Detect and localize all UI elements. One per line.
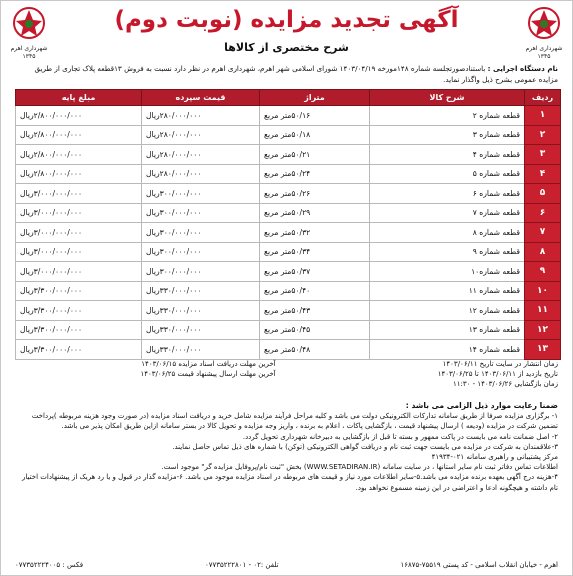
item-area: ۵۰/۳۴متر مربع	[260, 242, 370, 262]
item-area: ۵۰/۲۱متر مربع	[260, 145, 370, 165]
footer-phone: تلفن :۰۲ - ۰۷۷۳۵۲۲۲۸۰۱	[204, 561, 279, 569]
row-index: ۳	[525, 145, 561, 165]
table-row	[16, 281, 561, 301]
item-deposit: ۳۳۰/۰۰۰/۰۰۰ریال	[142, 281, 260, 301]
contact-info: اطلاعات تماس دفاتر ثبت نام سایر استانها ، در سایت سامانه (WWW.SETADIRAN.IR) بخش "ثبت نام/پروفایل مزایده گر" موجود است.	[161, 463, 558, 472]
footer	[15, 561, 558, 569]
item-deposit: ۲۸۰/۰۰۰/۰۰۰ریال	[142, 106, 260, 126]
table-row	[16, 320, 561, 340]
item-base-price: ۳/۰۰۰/۰۰۰/۰۰۰ریال	[16, 184, 142, 204]
table-row	[16, 340, 561, 360]
intro-text: باستنادصورتجلسه شماره ۱۴۸مورخه ۱۴۰۳/۰۴/۱۹ شورای اسلامی شهر اهرم، شهرداری اهرم در نظر دارد نسبت به فروش ۱۳قطعه پلاک تجاری از طریق مزایده عمومی بشرح ذیل واگذار نماید.	[34, 64, 558, 84]
item-deposit: ۳۰۰/۰۰۰/۰۰۰ریال	[142, 203, 260, 223]
conditions-block	[15, 401, 558, 493]
item-deposit: ۳۳۰/۰۰۰/۰۰۰ریال	[142, 320, 260, 340]
row-index: ۱۳	[525, 340, 561, 360]
table-row	[16, 106, 561, 126]
table-header-row	[16, 90, 561, 106]
item-base-price: ۲/۸۰۰/۰۰۰/۰۰۰ریال	[16, 106, 142, 126]
item-deposit: ۲۸۰/۰۰۰/۰۰۰ریال	[142, 164, 260, 184]
offer-deadline: آخرین مهلت ارسال پیشنهاد قیمت ۱۴۰۳/۰۶/۲۵	[140, 370, 276, 378]
page-title: آگهی تجدید مزایده (نوبت دوم)	[114, 7, 459, 33]
intro-paragraph	[15, 63, 558, 85]
item-area: ۵۰/۴۳متر مربع	[260, 301, 370, 321]
item-deposit: ۲۸۰/۰۰۰/۰۰۰ریال	[142, 125, 260, 145]
item-base-price: ۲/۸۰۰/۰۰۰/۰۰۰ریال	[16, 125, 142, 145]
item-area: ۵۰/۴۸متر مربع	[260, 340, 370, 360]
row-index: ۸	[525, 242, 561, 262]
item-description: قطعه شماره ۱۲	[370, 301, 525, 321]
condition-item: ۱- برگزاری مزایده صرفا از طریق سامانه تدارکات الکترونیکی دولت می باشد و کلیه مراحل فرآیند مزایده شامل خرید و دریافت اسناد مزایده (در صورت وجود هزینه مربوطه )پرداخت تضمین شرکت در مزایده (ودیعه ) ارسال پیشنهاد قیمت ، بازگشایی پاکات ، اعلام به برنده ، واریز وجه مزایده و تحویل کالا در بستر سامانه ازاین طریق امکان پذیر می باشد.	[31, 412, 558, 431]
row-index: ۶	[525, 203, 561, 223]
item-description: قطعه شماره ۵	[370, 164, 525, 184]
item-area: ۵۰/۲۶متر مربع	[260, 184, 370, 204]
col-header-deposit: قیمت سپرده	[142, 90, 260, 106]
item-description: قطعه شماره ۳	[370, 125, 525, 145]
item-description: قطعه شماره ۹	[370, 242, 525, 262]
footer-fax: فکس : ۰۷۷۳۵۲۲۲۴۰۰۵	[15, 561, 84, 569]
col-header-area: متراژ	[260, 90, 370, 106]
item-description: قطعه شماره۱۰	[370, 262, 525, 282]
support-center: مرکز پشتیبانی و راهبری سامانه ۰۲۱-۴۱۹۳۴	[431, 453, 558, 462]
item-base-price: ۲/۸۰۰/۰۰۰/۰۰۰ریال	[16, 164, 142, 184]
municipality-logo-left	[7, 5, 51, 65]
row-index: ۲	[525, 125, 561, 145]
item-area: ۵۰/۳۷متر مربع	[260, 262, 370, 282]
condition-item: ۴-هزینه درج آگهی بعهده برنده مزایده می باشد.۵-سایر اطلاعات مورد نیاز و قیمت های مربوطه در اسناد مزایده موجود می باشد. ۶-مزایده گذار در قبول و یا رد هریک از پیشنهادات اختیار تام داشته و هیچگونه ادعا و اعتراضی در این زمینه مسموع نخواهد بود.	[22, 473, 558, 492]
item-deposit: ۳۳۰/۰۰۰/۰۰۰ریال	[142, 340, 260, 360]
row-index: ۷	[525, 223, 561, 243]
item-area: ۵۰/۲۹متر مربع	[260, 203, 370, 223]
table-row	[16, 262, 561, 282]
logo-caption-city: شهرداری اهرم	[525, 45, 563, 52]
row-index: ۴	[525, 164, 561, 184]
item-base-price: ۳/۰۰۰/۰۰۰/۰۰۰ریال	[16, 203, 142, 223]
table-row	[16, 203, 561, 223]
row-index: ۱۲	[525, 320, 561, 340]
item-base-price: ۳/۰۰۰/۰۰۰/۰۰۰ریال	[16, 242, 142, 262]
item-description: قطعه شماره ۶	[370, 184, 525, 204]
item-base-price: ۳/۳۰۰/۰۰۰/۰۰۰ریال	[16, 281, 142, 301]
item-base-price: ۳/۰۰۰/۰۰۰/۰۰۰ریال	[16, 262, 142, 282]
table-row	[16, 242, 561, 262]
item-deposit: ۳۰۰/۰۰۰/۰۰۰ریال	[142, 242, 260, 262]
footer-address: اهرم - خیابان انقلاب اسلامی - کد پستی ۷۵۵۱۹-۱۶۸۷۵	[400, 561, 558, 569]
col-header-desc: شرح کالا	[370, 90, 525, 106]
item-description: قطعه شماره ۸	[370, 223, 525, 243]
doc-deadline: آخرین مهلت دریافت اسناد مزایده ۱۴۰۳/۰۶/۱۵	[141, 360, 276, 368]
items-table	[15, 89, 561, 360]
row-index: ۱۰	[525, 281, 561, 301]
item-deposit: ۳۰۰/۰۰۰/۰۰۰ریال	[142, 184, 260, 204]
municipality-emblem-icon	[11, 5, 47, 45]
condition-item: ۳-علاقمندان به شرکت در مزایده می بایست جهت ثبت نام و دریافت گواهی الکترونیکی (توکن) با شماره های ذیل تماس حاصل نمایند.	[172, 442, 558, 451]
page-subtitle: شرح مختصری از کالاها	[224, 41, 349, 54]
logo-caption-city: شهرداری اهرم	[10, 45, 48, 52]
item-area: ۵۰/۳۲متر مربع	[260, 223, 370, 243]
item-description: قطعه شماره ۱۳	[370, 320, 525, 340]
publish-date: زمان انتشار در سایت تاریخ ۱۴۰۳/۰۶/۱۱	[442, 360, 558, 368]
table-row	[16, 164, 561, 184]
item-base-price: ۳/۰۰۰/۰۰۰/۰۰۰ریال	[16, 223, 142, 243]
col-header-index: ردیف	[525, 90, 561, 106]
item-description: قطعه شماره ۱۱	[370, 281, 525, 301]
row-index: ۱	[525, 106, 561, 126]
intro-label: نام دستگاه اجرایی :	[487, 64, 558, 73]
item-base-price: ۳/۳۰۰/۰۰۰/۰۰۰ریال	[16, 320, 142, 340]
table-row	[16, 184, 561, 204]
item-area: ۵۰/۱۸متر مربع	[260, 125, 370, 145]
item-area: ۵۰/۴۰متر مربع	[260, 281, 370, 301]
table-row	[16, 301, 561, 321]
condition-item: ۲- اصل ضمانت نامه می بایست در پاکت ممهور و بسته تا قبل از بازگشایی به دبیرخانه شهرداری تحویل گردد.	[242, 432, 558, 441]
item-base-price: ۳/۳۰۰/۰۰۰/۰۰۰ریال	[16, 340, 142, 360]
visit-dates: تاریخ بازدید از ۱۴۰۳/۰۶/۱۱ تا ۱۴۰۳/۰۶/۲۵	[437, 370, 558, 378]
item-deposit: ۳۳۰/۰۰۰/۰۰۰ریال	[142, 301, 260, 321]
logo-caption-year: ۱۳۴۵	[537, 53, 551, 60]
schedule-block	[15, 359, 558, 389]
item-area: ۵۰/۴۵متر مربع	[260, 320, 370, 340]
conditions-heading: ضمنا رعایت موارد ذیل الزامی می باشد :	[405, 401, 558, 410]
item-deposit: ۲۸۰/۰۰۰/۰۰۰ریال	[142, 145, 260, 165]
item-description: قطعه شماره ۷	[370, 203, 525, 223]
item-deposit: ۳۰۰/۰۰۰/۰۰۰ریال	[142, 223, 260, 243]
logo-caption-year: ۱۳۴۵	[22, 53, 36, 60]
table-row	[16, 223, 561, 243]
row-index: ۵	[525, 184, 561, 204]
item-area: ۵۰/۱۶متر مربع	[260, 106, 370, 126]
municipality-logo-right	[522, 5, 566, 65]
table-row	[16, 145, 561, 165]
row-index: ۱۱	[525, 301, 561, 321]
table-row	[16, 125, 561, 145]
item-description: قطعه شماره ۲	[370, 106, 525, 126]
municipality-emblem-icon	[526, 5, 562, 45]
opening-date: زمان بازگشایی ۱۴۰۳/۰۶/۲۶ - ۱۱:۳۰	[453, 380, 558, 388]
item-description: قطعه شماره ۴	[370, 145, 525, 165]
col-header-price: مبلغ پایه	[16, 90, 142, 106]
item-base-price: ۲/۸۰۰/۰۰۰/۰۰۰ریال	[16, 145, 142, 165]
item-description: قطعه شماره ۱۴	[370, 340, 525, 360]
item-area: ۵۰/۲۴متر مربع	[260, 164, 370, 184]
item-base-price: ۳/۳۰۰/۰۰۰/۰۰۰ریال	[16, 301, 142, 321]
item-deposit: ۳۰۰/۰۰۰/۰۰۰ریال	[142, 262, 260, 282]
row-index: ۹	[525, 262, 561, 282]
